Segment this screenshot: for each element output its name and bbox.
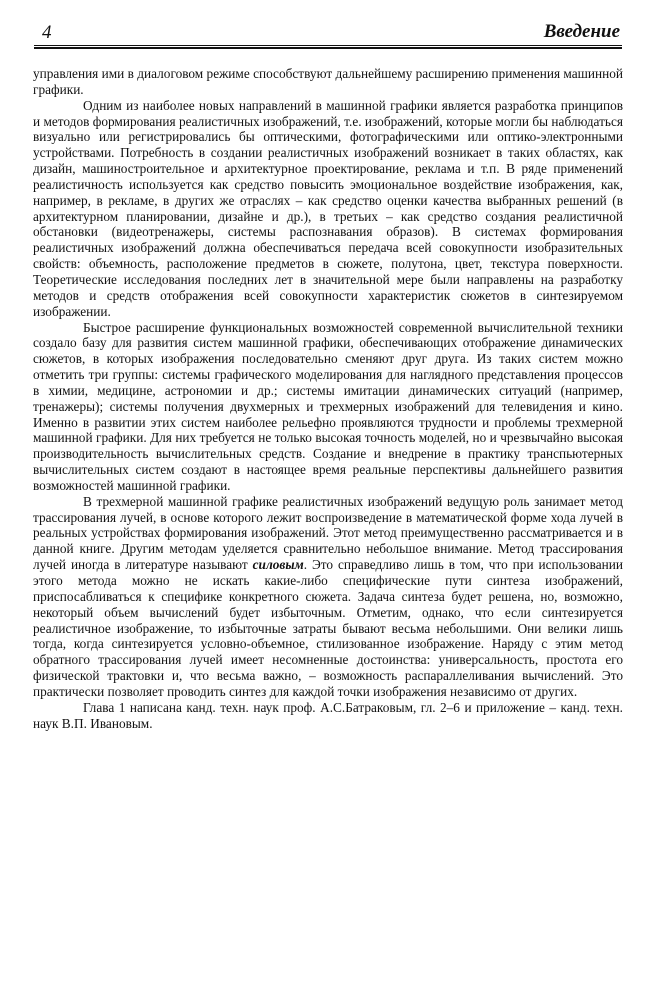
paragraph-ray-tracing: [33, 494, 623, 700]
paragraph-realistic-images: Одним из наиболее новых направлений в машинной графики является разработка принципов и методов формирования реалистичных изображений, т.е. изображений, которые могли бы наблюдаться визуально или регистрировались бы оптическими, фотографическими или оптико-электронными устройствами. Потребность в создании реалистичных изображений возникает в таких областях, как дизайн, машиностроительное и архитектурное проектирование, реклама и т.п. В ряде применений реалистичность используется как средство повысить эмоциональное воздействие изображения, как, например, в рекламе, в других же отраслях – как средство оценки качества выбранных решений (в архитектурном планировании, дизайне и др.), в третьих – как средство создания реалистичной обстановки (видеотренажеры, системы распознавания образов). В системах формирования реалистичных изображений должна обеспечиваться передача всей совокупности изобразительных свойств: объемность, расположение предметов в сюжете, полутона, цвет, текстура поверхности. Теоретические исследования последних лет в значительной мере были направлены на разработку методов и средств отображения всей совокупности характеристик сюжетов в синтезируемом изображении.: [33, 97, 623, 319]
paragraph-authors: Глава 1 написана канд. техн. наук проф. А.С.Батраковым, гл. 2–6 и приложение – канд. техн. наук В.П. Ивановым.: [33, 699, 623, 731]
paragraph-dynamic-systems: Быстрое расширение функциональных возможностей современной вычислительной техники создало базу для развития систем машинной графики, обеспечивающих отображение динамических сюжетов, в которых изображения последовательно сменяют друг друга. Из таких систем можно отметить три группы: системы графического моделирования для наглядного представления процессов в химии, медицине, астрономии и др.; системы имитации динамических ситуаций (например, тренажеры); системы получения двухмерных и трехмерных изображений для телевидения и кино. Именно в развитии этих систем наиболее рельефно проявляются трудности и проблемы трехмерной машинной графики. Для них требуется не только высокая точность моделей, но и чрезвычайно высокая производительность вычислительных средств. Создание и внедрение в практику транспьютерных вычислительных систем создают в настоящее время реальные перспективы дальнейшего развития возможностей машинной графики.: [33, 319, 623, 493]
ray-tracing-text-before: В трехмерной машинной графике реалистичных изображений ведущую роль занимает метод трассирования лучей, в основе которого лежит воспроизведение в математической форме хода лучей в реальных устройствах формирования изображений. Этот метод преимущественно рассматривается и в данной книге. Другим методам уделяется сравнительно небольшое внимание. Метод трассирования лучей иногда в литературе называют: [33, 493, 623, 573]
page-number: 4: [42, 22, 52, 43]
body-text: [33, 66, 623, 731]
header-rule: [34, 45, 622, 49]
ray-tracing-text-after: . Это справедливо лишь в том, что при использовании этого метода можно не искать какие-либо специфические пути синтеза изображений, приспосабливаться к специфике конкретного сюжета. Задача синтеза будет решена, но, возможно, некоторый объем вычислений будет избыточным. Отметим, однако, что если синтезируется реалистичное изображение, то избыточные затраты бывают весьма небольшими. Они велики лишь тогда, когда синтезируется условно-объемное, стилизованное изображение. Наряду с этим метод обратного трассирования лучей имеет несомненные достоинства: универсальность, простота его физической трактовки и, что весьма важно, – возможность распараллеливания вычислений. Это практически позволяет проводить синтез для каждой точки изображения независимо от других.: [33, 557, 623, 699]
section-title: Введение: [543, 21, 620, 42]
emphasis-term: силовым: [252, 557, 304, 573]
page-header: [34, 14, 622, 54]
paragraph-continuation: управления ими в диалоговом режиме способствуют дальнейшему расширению применения машинной графики.: [33, 66, 623, 97]
